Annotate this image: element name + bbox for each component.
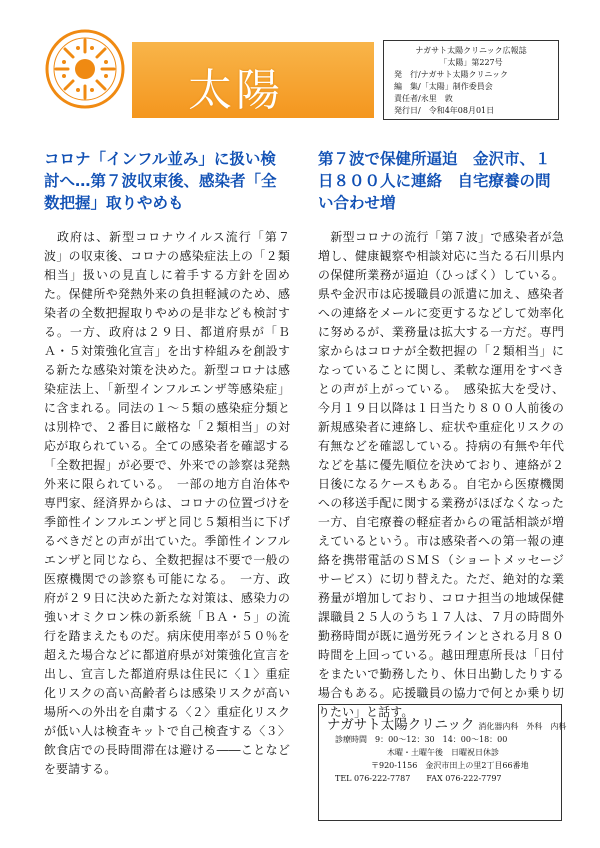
clinic-address: 〒920-1156 金沢市田上の里2丁目66番地: [371, 761, 529, 770]
masthead-publisher: 発 行/ナガサト太陽クリニック: [394, 70, 509, 79]
masthead-responsible: 責任者/永里 敦: [394, 94, 453, 103]
clinic-name-line: [327, 713, 567, 733]
clinic-name: ナガサト太陽クリニック: [327, 717, 475, 733]
sun-logo-icon: [44, 28, 126, 110]
clinic-closed-days: 木曜・土曜午後 日曜祝日休診: [387, 748, 499, 757]
article-right-headline: 第７波で保健所逼迫 金沢市、１日８００人に連絡 自宅療養の問い合わせ増: [318, 150, 551, 212]
clinic-info-box: [318, 704, 567, 821]
masthead-editor: 編 集/「太陽」制作委員会: [394, 82, 493, 91]
masthead-info-box: [383, 40, 559, 120]
article-left: [44, 148, 290, 779]
masthead-date: 発行日/ 令和4年08月01日: [394, 106, 495, 115]
clinic-hours: 診療時間 9：00～12：30 14：00～18：00: [335, 735, 508, 744]
article-left-body: 政府は、新型コロナウイルス流行「第７波」の収束後、コロナの感染症法上の「２類相当」扱いの見直しに着手する方針を固めた。保健所や発熱外来の負担軽減のため、感染者の全数把握取りやめの是非なども検討する。一方、政府は２９日、都道府県が「ＢＡ・５対策強化宣言」を出す枠組みを創設する新たな感染対策を決めた。新型コロナは感染症法上、「新型インフルエンザ等感染症」に含まれる。同法の１～５類の感染症分類とは別枠で、２番目に厳格な「２類相当」の対応が取られている。全ての感染者を確認する「全数把握」が必要で、外来での診察は発熱外来に限られている。 一部の地方自治体や専門家、経済界からは、コロナの位置づけを季節性インフルエンザと同じ５類相当に下げるべきだとの声が出ていた。季節性インフルエンザと同じなら、全数把握は不要で一般の医療機関での診察も可能になる。 一方、政府が２９日に決めた新たな対策は、感染力の強いオミクロン株の新系統「ＢＡ・５」の流行を踏まえたものだ。病床使用率が５０％を超えた場合などに都道府県が対策強化宣言を出し、宣言した都道府県は住民に〈１〉重症化リスクの高い高齢者らは感染リスクが高い場所への外出を自粛する〈２〉重症化リスクが低い人は検査キットで自己検査する〈３〉飲食店での長時間滞在は避ける――ことなどを要請する。: [44, 230, 290, 776]
article-right-body: 新型コロナの流行「第７波」で感染者が急増し、健康観察や相談対応に当たる石川県内の保健所業務が逼迫（ひっぱく）している。県や金沢市は応援職員の派遣に加え、感染者への連絡をメールに変更するなどして効率化に努めるが、業務量は拡大する一方だ。専門家からはコロナが全数把握の「２類相当」になっていることに関し、柔軟な運用をすべきとの声が上がっている。 感染拡大を受け、今月１９日以降は１日当たり８００人前後の新規感染者に連絡し、症状や重症化リスクの有無などを確認している。持病の有無や年代などを基に優先順位を決めており、連絡が２日後になるケースもある。自宅から医療機関への移送手配に関する業務がほぼなくなった一方、自宅療養の軽症者からの電話相談が増えているという。市は感染者への第一報の連絡を携帯電話のＳＭＳ（ショートメッセージサービス）に切り替えた。ただ、絶対的な業務量が増加しており、コロナ担当の地域保健課職員２５人のうち１７人は、７月の時間外勤務時間が既に過労死ラインとされる月８０時間を上回っている。越田理恵所長は「日付をまたいで勤務したり、休日出勤したりする場合もある。応援職員の協力で何とか乗り切りたい」と話す。: [318, 230, 564, 719]
newsletter-title: 太陽: [188, 65, 284, 116]
clinic-phone-fax: TEL 076-222-7787 FAX 076-222-7797: [335, 774, 502, 783]
article-left-headline: コロナ「インフル並み」に扱い検討へ…第７波収束後、感染者「全数把握」取りやめも: [44, 150, 277, 212]
masthead-issue: 「太陽」第227号: [439, 58, 503, 67]
masthead-publication: ナガサト太陽クリニック広報誌: [415, 46, 527, 55]
clinic-departments: 消化器内科 外科 内科: [478, 722, 567, 731]
article-right: [318, 148, 564, 722]
